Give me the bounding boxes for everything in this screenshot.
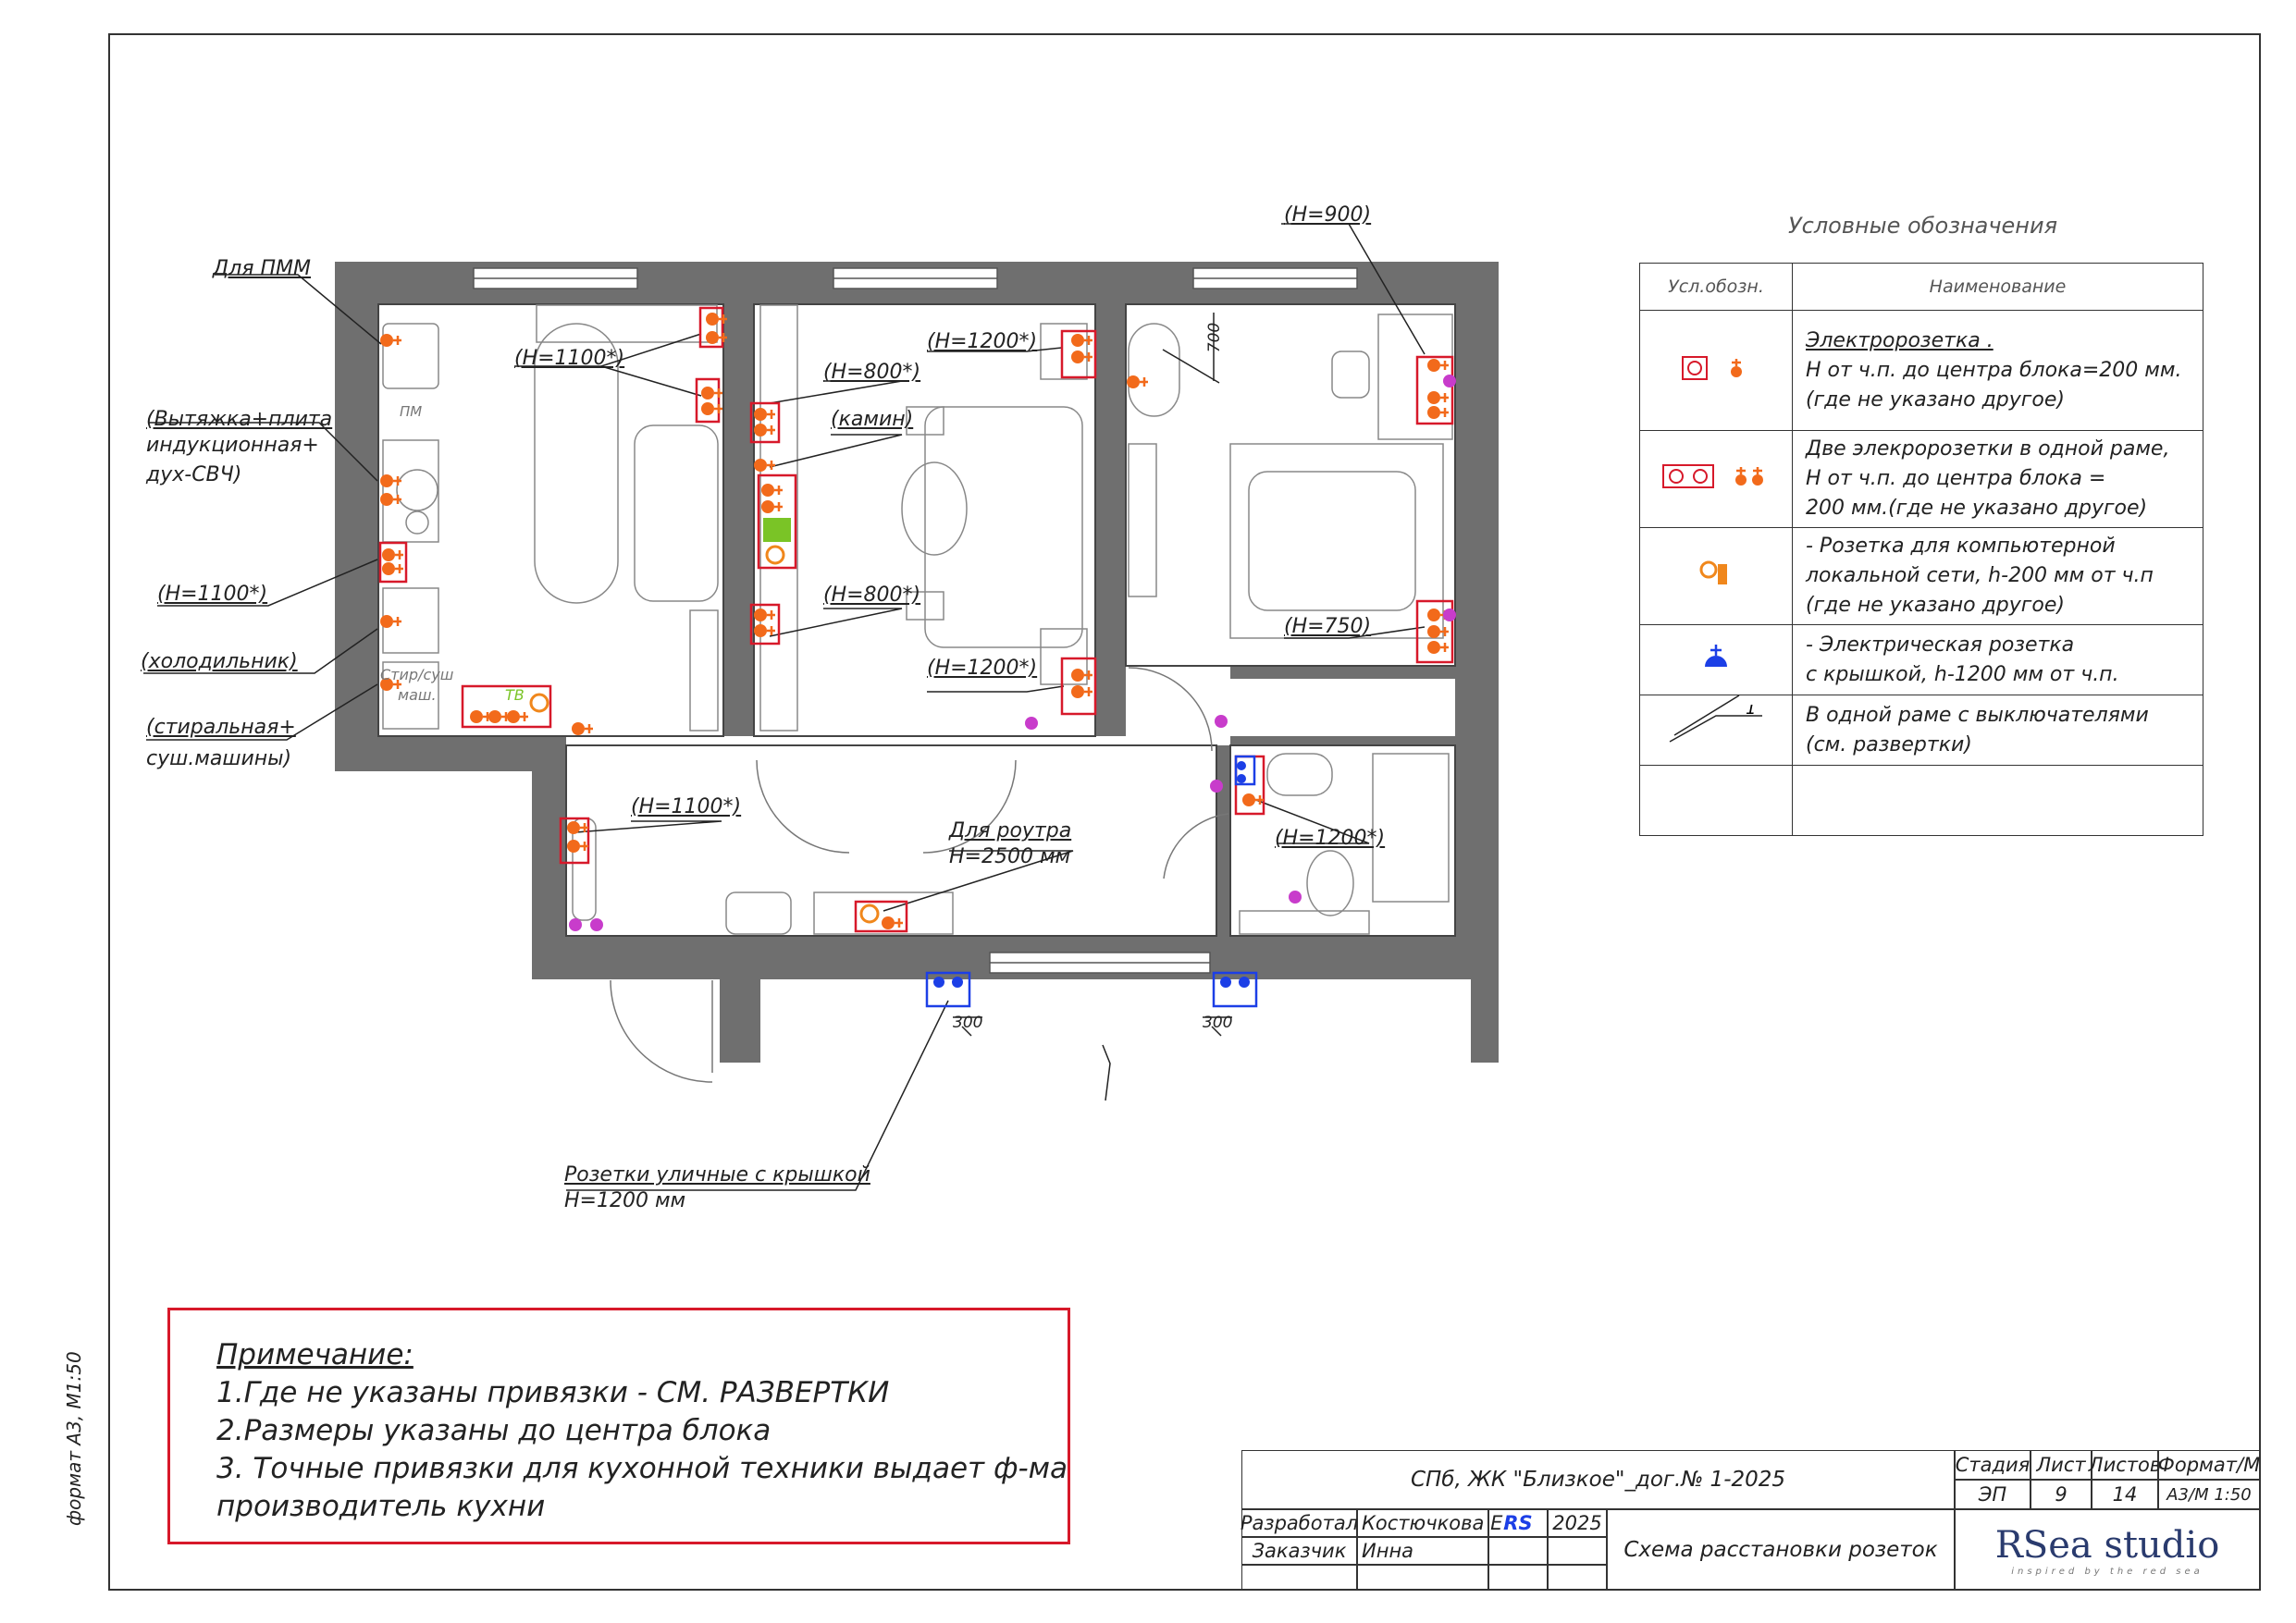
legend-4-l1: - Электрическая розетка — [1806, 633, 2075, 657]
callout-street-1: Розетки уличные с крышкой — [564, 1163, 870, 1187]
legend-2-l2: Н от ч.п. до центра блока = — [1806, 467, 2106, 490]
callout-fireplace: (камин) — [831, 408, 914, 431]
legend-2-l1: Две элекророзетки в одной раме, — [1806, 437, 2170, 461]
tb-sheets: 14 — [2092, 1480, 2158, 1509]
note-3a: 3. Точные привязки для кухонной техники выдает ф-ма — [216, 1452, 1068, 1485]
tb-logo — [1955, 1509, 2260, 1591]
note-3b: производитель кухни — [216, 1490, 546, 1523]
legend-symbol-double-socket — [1640, 431, 1793, 528]
legend-table — [1639, 263, 2203, 836]
legend-1-l1: Электророзетка . — [1806, 328, 1994, 352]
legend-1-l2: Н от ч.п. до центра блока=200 мм. — [1806, 358, 2182, 382]
tb-client-name: Инна — [1357, 1537, 1488, 1565]
legend-col-symbol: Усл.обозн. — [1640, 264, 1793, 311]
tb-client-label: Заказчик — [1241, 1537, 1357, 1565]
label-washer-a: Стир/суш — [380, 666, 454, 683]
callout-h1100-hall: (H=1100*) — [631, 795, 742, 818]
callout-router-2: H=2500 мм — [949, 845, 1071, 868]
callout-h800-top: (H=800*) — [823, 361, 921, 384]
legend-symbol-socket — [1640, 311, 1793, 431]
sheet-format-side-label: формат А3, М1:50 — [63, 1351, 85, 1526]
legend-5-l2: (см. развертки) — [1806, 732, 1972, 756]
legend-symbol-leader — [1640, 695, 1793, 766]
tb-stage: ЭП — [1955, 1480, 2031, 1509]
callout-h900: (H=900) — [1284, 203, 1372, 227]
title-block — [1241, 1450, 2260, 1591]
callout-washer-1: (стиральная+ — [146, 716, 296, 739]
legend-3-l1: - Розетка для компьютерной — [1806, 535, 2116, 558]
dim-300-b: 300 — [1203, 1014, 1233, 1032]
tb-year: 2025 — [1548, 1509, 1607, 1537]
note-1: 1.Где не указаны привязки - СМ. РАЗВЕРТКИ — [216, 1376, 890, 1409]
callout-router-1: Для роутра — [949, 819, 1072, 842]
callout-h750: (H=750) — [1284, 615, 1372, 638]
legend-1-l3: (где не указано другое) — [1806, 387, 2065, 412]
callout-h800-mid: (H=800*) — [823, 584, 921, 607]
callout-h1200-mid: (H=1200*) — [927, 657, 1038, 680]
callout-h1100-top: (H=1100*) — [514, 347, 625, 370]
legend-3-l2: локальной сети, h-200 мм от ч.п — [1806, 564, 2154, 587]
callout-fridge: (холодильник) — [141, 650, 298, 673]
callout-h1200-bath: (H=1200*) — [1275, 827, 1386, 850]
tb-format: А3/М 1:50 — [2158, 1480, 2260, 1509]
notes-heading: Примечание: — [216, 1338, 414, 1371]
notes-box — [167, 1308, 1070, 1544]
label-washer-b: маш. — [398, 686, 437, 704]
tb-dev-sign: RS — [1488, 1509, 1548, 1537]
callout-hood-3: дух-СВЧ) — [146, 463, 242, 486]
legend-title: Условные обозначения — [1788, 213, 2058, 239]
tb-format-h: Формат/М — [2158, 1450, 2260, 1480]
logo-tagline: inspired by the red sea — [2011, 1566, 2203, 1577]
callout-h1200-top: (H=1200*) — [927, 330, 1038, 353]
tb-sheet: 9 — [2031, 1480, 2092, 1509]
callout-h1100-left: (H=1100*) — [157, 583, 268, 606]
tb-stage-h: Стадия — [1955, 1450, 2031, 1480]
legend-3-l3: (где не указано другое) — [1806, 594, 2065, 617]
legend-5-num: 1 — [1746, 704, 1757, 719]
legend-symbol-lan — [1640, 528, 1793, 625]
legend-2-l3: 200 мм.(где не указано другое) — [1806, 497, 2148, 520]
label-tv: ТВ — [505, 686, 525, 704]
callout-pmm: Для ПММ — [213, 257, 311, 280]
callout-washer-2: суш.машины) — [146, 747, 292, 770]
legend-5-l1: В одной раме с выключателями — [1806, 703, 2149, 727]
legend-symbol-covered — [1640, 625, 1793, 695]
callout-hood-2: индукционная+ — [146, 434, 319, 457]
tb-sheets-h: Листов — [2092, 1450, 2158, 1480]
tb-drawing-title: Схема расстановки розеток — [1607, 1509, 1955, 1591]
callout-street-2: H=1200 мм — [564, 1189, 686, 1212]
logo-text: RSea studio — [1994, 1523, 2220, 1567]
callout-hood-1: (Вытяжка+плита — [146, 408, 333, 431]
legend-col-name: Наименование — [1793, 264, 2203, 311]
legend-4-l2: с крышкой, h-1200 мм от ч.п. — [1806, 662, 2119, 686]
dim-700: 700 — [1205, 322, 1225, 353]
tb-dev-name: Костючкова Е. — [1357, 1509, 1488, 1537]
tb-dev-label: Разработал — [1241, 1509, 1357, 1537]
label-pm: ПМ — [400, 403, 423, 420]
dim-300-a: 300 — [953, 1014, 983, 1032]
note-2: 2.Размеры указаны до центра блока — [216, 1414, 772, 1447]
tb-sheet-h: Лист — [2031, 1450, 2092, 1480]
tb-project: СПб, ЖК "Близкое"_дог.№ 1-2025 — [1241, 1450, 1955, 1509]
lan-sockets — [531, 518, 878, 922]
